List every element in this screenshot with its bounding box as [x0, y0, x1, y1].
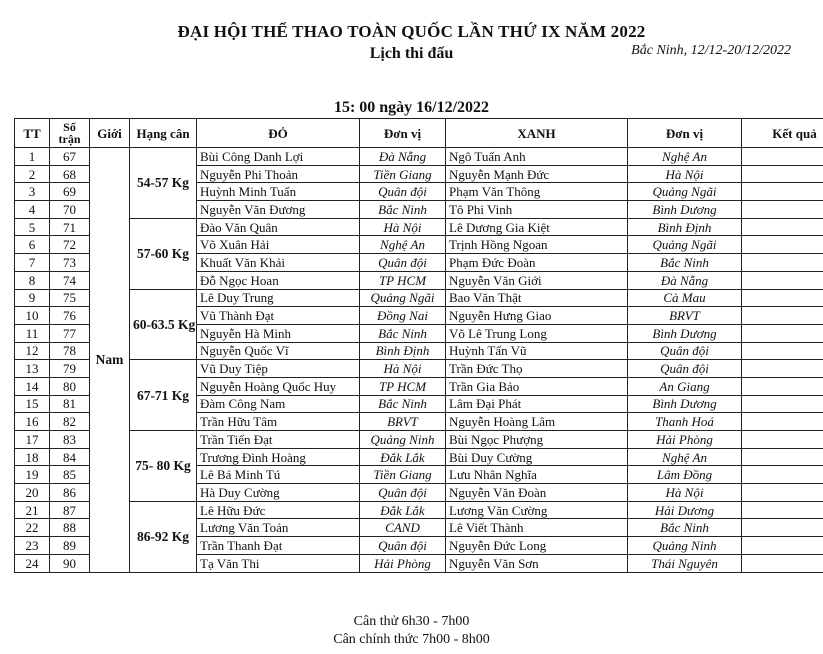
blue-unit: Thanh Hoá — [628, 413, 742, 431]
weight-class-cell: 57-60 Kg — [130, 218, 197, 289]
table-header-row — [15, 119, 823, 148]
match-number: 88 — [50, 519, 90, 537]
red-athlete: Khuất Văn Khải — [197, 254, 360, 272]
row-number: 10 — [15, 307, 50, 325]
blue-athlete: Lâm Đại Phát — [446, 395, 628, 413]
blue-athlete: Trịnh Hồng Ngoan — [446, 236, 628, 254]
blue-unit: Nghệ An — [628, 148, 742, 166]
red-unit: Quân đội — [360, 183, 446, 201]
red-unit: Tiền Giang — [360, 466, 446, 484]
weight-class-cell: 67-71 Kg — [130, 360, 197, 431]
row-number: 7 — [15, 254, 50, 272]
result-cell — [742, 377, 823, 395]
blue-unit: Quảng Ninh — [628, 537, 742, 555]
row-number: 1 — [15, 148, 50, 166]
table-row — [15, 360, 823, 378]
blue-unit: Hải Dương — [628, 501, 742, 519]
blue-unit: Lâm Đồng — [628, 466, 742, 484]
result-cell — [742, 201, 823, 219]
match-number: 81 — [50, 395, 90, 413]
blue-unit: Hải Phòng — [628, 431, 742, 449]
weight-class-cell: 86-92 Kg — [130, 501, 197, 572]
red-athlete: Nguyễn Văn Đương — [197, 201, 360, 219]
row-number: 15 — [15, 395, 50, 413]
red-athlete: Nguyễn Phi Thoản — [197, 165, 360, 183]
blue-athlete: Nguyễn Hoàng Lâm — [446, 413, 628, 431]
header-red-unit: Đơn vị — [360, 119, 446, 148]
red-unit: Bắc Ninh — [360, 324, 446, 342]
red-unit: Đà Nẵng — [360, 148, 446, 166]
table-row — [15, 148, 823, 166]
result-cell — [742, 148, 823, 166]
schedule-table — [14, 118, 823, 573]
blue-unit: Bắc Ninh — [628, 254, 742, 272]
result-cell — [742, 448, 823, 466]
blue-unit: BRVT — [628, 307, 742, 325]
red-athlete: Đào Văn Quân — [197, 218, 360, 236]
gender-cell: Nam — [90, 148, 130, 573]
table-row — [15, 501, 823, 519]
blue-athlete: Phạm Đức Đoàn — [446, 254, 628, 272]
header-tt: TT — [15, 119, 50, 148]
result-cell — [742, 395, 823, 413]
blue-athlete: Nguyễn Đức Long — [446, 537, 628, 555]
blue-unit: An Giang — [628, 377, 742, 395]
match-number: 67 — [50, 148, 90, 166]
blue-athlete: Trần Đức Thọ — [446, 360, 628, 378]
result-cell — [742, 254, 823, 272]
red-unit: Nghệ An — [360, 236, 446, 254]
match-number: 78 — [50, 342, 90, 360]
result-cell — [742, 236, 823, 254]
blue-unit: Nghệ An — [628, 448, 742, 466]
result-cell — [742, 537, 823, 555]
header-so-tran-line1: Số — [63, 120, 76, 134]
red-athlete: Huỳnh Minh Tuấn — [197, 183, 360, 201]
schedule-body — [15, 148, 823, 573]
result-cell — [742, 554, 823, 572]
row-number: 19 — [15, 466, 50, 484]
blue-unit: Hà Nội — [628, 165, 742, 183]
match-number: 87 — [50, 501, 90, 519]
match-datetime: 15: 00 ngày 16/12/2022 — [333, 99, 490, 116]
match-number: 70 — [50, 201, 90, 219]
blue-athlete: Nguyễn Văn Giới — [446, 271, 628, 289]
blue-unit: Quân đội — [628, 342, 742, 360]
row-number: 16 — [15, 413, 50, 431]
row-number: 20 — [15, 484, 50, 502]
header-blue-corner: XANH — [446, 119, 628, 148]
document-subtitle: Lịch thi đấu — [369, 45, 454, 62]
result-cell — [742, 519, 823, 537]
header-blue-unit: Đơn vị — [628, 119, 742, 148]
red-athlete: Tạ Văn Thi — [197, 554, 360, 572]
red-unit: Quân đội — [360, 254, 446, 272]
match-number: 74 — [50, 271, 90, 289]
blue-unit: Đà Nẵng — [628, 271, 742, 289]
row-number: 18 — [15, 448, 50, 466]
result-cell — [742, 431, 823, 449]
match-number: 68 — [50, 165, 90, 183]
match-number: 84 — [50, 448, 90, 466]
blue-athlete: Huỳnh Tấn Vũ — [446, 342, 628, 360]
match-number: 79 — [50, 360, 90, 378]
blue-unit: Quân đội — [628, 360, 742, 378]
table-row — [15, 289, 823, 307]
row-number: 2 — [15, 165, 50, 183]
blue-athlete: Lưu Nhân Nghĩa — [446, 466, 628, 484]
result-cell — [742, 342, 823, 360]
match-number: 82 — [50, 413, 90, 431]
header-so-tran — [50, 119, 90, 148]
red-athlete: Vũ Duy Tiệp — [197, 360, 360, 378]
red-unit: Hải Phòng — [360, 554, 446, 572]
result-cell — [742, 466, 823, 484]
blue-unit: Bình Dương — [628, 324, 742, 342]
blue-athlete: Bùi Ngọc Phượng — [446, 431, 628, 449]
red-athlete: Trần Thanh Đạt — [197, 537, 360, 555]
weigh-in-trial: Cân thử 6h30 - 7h00 — [353, 614, 470, 629]
red-unit: Quân đội — [360, 484, 446, 502]
result-cell — [742, 165, 823, 183]
row-number: 17 — [15, 431, 50, 449]
row-number: 8 — [15, 271, 50, 289]
match-number: 77 — [50, 324, 90, 342]
result-cell — [742, 324, 823, 342]
blue-athlete: Lê Viết Thành — [446, 519, 628, 537]
header-gioi: Giới — [90, 119, 130, 148]
blue-athlete: Ngô Tuấn Anh — [446, 148, 628, 166]
row-number: 23 — [15, 537, 50, 555]
red-unit: Đắk Lắk — [360, 448, 446, 466]
red-unit: Quảng Ngãi — [360, 289, 446, 307]
red-unit: TP HCM — [360, 377, 446, 395]
blue-athlete: Nguyễn Hưng Giao — [446, 307, 628, 325]
red-athlete: Đàm Công Nam — [197, 395, 360, 413]
weigh-in-official: Cân chính thức 7h00 - 8h00 — [333, 632, 490, 647]
red-athlete: Bùi Công Danh Lợi — [197, 148, 360, 166]
match-number: 83 — [50, 431, 90, 449]
blue-unit: Thái Nguyên — [628, 554, 742, 572]
red-unit: Bình Định — [360, 342, 446, 360]
result-cell — [742, 413, 823, 431]
blue-athlete: Nguyễn Văn Đoàn — [446, 484, 628, 502]
red-athlete: Đỗ Ngọc Hoan — [197, 271, 360, 289]
document-title: ĐẠI HỘI THỂ THAO TOÀN QUỐC LẦN THỨ IX NĂM 2022 — [177, 22, 646, 41]
blue-unit: Bắc Ninh — [628, 519, 742, 537]
red-unit: Quân đội — [360, 537, 446, 555]
blue-athlete: Võ Lê Trung Long — [446, 324, 628, 342]
blue-unit: Quảng Ngãi — [628, 183, 742, 201]
red-athlete: Trần Tiến Đạt — [197, 431, 360, 449]
row-number: 9 — [15, 289, 50, 307]
header-so-tran-line2: trận — [58, 132, 81, 146]
result-cell — [742, 271, 823, 289]
match-number: 71 — [50, 218, 90, 236]
blue-unit: Cà Mau — [628, 289, 742, 307]
header-red-corner: ĐỎ — [197, 119, 360, 148]
blue-unit: Bình Dương — [628, 395, 742, 413]
weight-class-cell: 75- 80 Kg — [130, 431, 197, 502]
header-hang-can: Hạng cân — [130, 119, 197, 148]
blue-athlete: Nguyễn Mạnh Đức — [446, 165, 628, 183]
match-number: 86 — [50, 484, 90, 502]
blue-unit: Bình Dương — [628, 201, 742, 219]
result-cell — [742, 183, 823, 201]
red-unit: Bắc Ninh — [360, 201, 446, 219]
blue-unit: Bình Định — [628, 218, 742, 236]
result-cell — [742, 484, 823, 502]
red-athlete: Nguyễn Quốc Vĩ — [197, 342, 360, 360]
red-athlete: Lê Hữu Đức — [197, 501, 360, 519]
red-athlete: Hà Duy Cường — [197, 484, 360, 502]
red-athlete: Lương Văn Toản — [197, 519, 360, 537]
red-unit: Hà Nội — [360, 360, 446, 378]
red-unit: Bắc Ninh — [360, 395, 446, 413]
red-unit: TP HCM — [360, 271, 446, 289]
result-cell — [742, 307, 823, 325]
row-number: 24 — [15, 554, 50, 572]
row-number: 11 — [15, 324, 50, 342]
blue-athlete: Bùi Duy Cường — [446, 448, 628, 466]
blue-athlete: Lê Dương Gia Kiệt — [446, 218, 628, 236]
red-athlete: Vũ Thành Đạt — [197, 307, 360, 325]
red-athlete: Võ Xuân Hải — [197, 236, 360, 254]
row-number: 14 — [15, 377, 50, 395]
red-athlete: Trần Hữu Tâm — [197, 413, 360, 431]
result-cell — [742, 218, 823, 236]
red-unit: Tiền Giang — [360, 165, 446, 183]
result-cell — [742, 360, 823, 378]
red-athlete: Nguyễn Hà Minh — [197, 324, 360, 342]
row-number: 22 — [15, 519, 50, 537]
red-athlete: Trương Đình Hoàng — [197, 448, 360, 466]
blue-unit: Quảng Ngãi — [628, 236, 742, 254]
red-unit: Đắk Lắk — [360, 501, 446, 519]
table-row — [15, 431, 823, 449]
match-number: 80 — [50, 377, 90, 395]
red-unit: BRVT — [360, 413, 446, 431]
red-athlete: Lê Bá Minh Tú — [197, 466, 360, 484]
result-cell — [742, 289, 823, 307]
row-number: 6 — [15, 236, 50, 254]
match-number: 76 — [50, 307, 90, 325]
blue-athlete: Trần Gia Bảo — [446, 377, 628, 395]
blue-athlete: Bao Văn Thật — [446, 289, 628, 307]
weight-class-cell: 60-63.5 Kg — [130, 289, 197, 360]
blue-athlete: Phạm Văn Thông — [446, 183, 628, 201]
row-number: 4 — [15, 201, 50, 219]
red-unit: Quảng Ninh — [360, 431, 446, 449]
red-unit: CAND — [360, 519, 446, 537]
match-number: 69 — [50, 183, 90, 201]
match-number: 72 — [50, 236, 90, 254]
blue-athlete: Nguyễn Văn Sơn — [446, 554, 628, 572]
weight-class-cell: 54-57 Kg — [130, 148, 197, 219]
blue-unit: Hà Nội — [628, 484, 742, 502]
match-number: 73 — [50, 254, 90, 272]
location-date: Bắc Ninh, 12/12-20/12/2022 — [631, 43, 791, 58]
red-unit: Hà Nội — [360, 218, 446, 236]
blue-athlete: Lương Văn Cường — [446, 501, 628, 519]
match-number: 89 — [50, 537, 90, 555]
match-number: 90 — [50, 554, 90, 572]
table-row — [15, 218, 823, 236]
result-cell — [742, 501, 823, 519]
row-number: 5 — [15, 218, 50, 236]
match-number: 75 — [50, 289, 90, 307]
red-unit: Đồng Nai — [360, 307, 446, 325]
row-number: 12 — [15, 342, 50, 360]
header-result: Kết quả — [742, 119, 823, 148]
blue-athlete: Tô Phi Vinh — [446, 201, 628, 219]
red-athlete: Lê Duy Trung — [197, 289, 360, 307]
red-athlete: Nguyễn Hoàng Quốc Huy — [197, 377, 360, 395]
row-number: 3 — [15, 183, 50, 201]
row-number: 13 — [15, 360, 50, 378]
match-number: 85 — [50, 466, 90, 484]
row-number: 21 — [15, 501, 50, 519]
